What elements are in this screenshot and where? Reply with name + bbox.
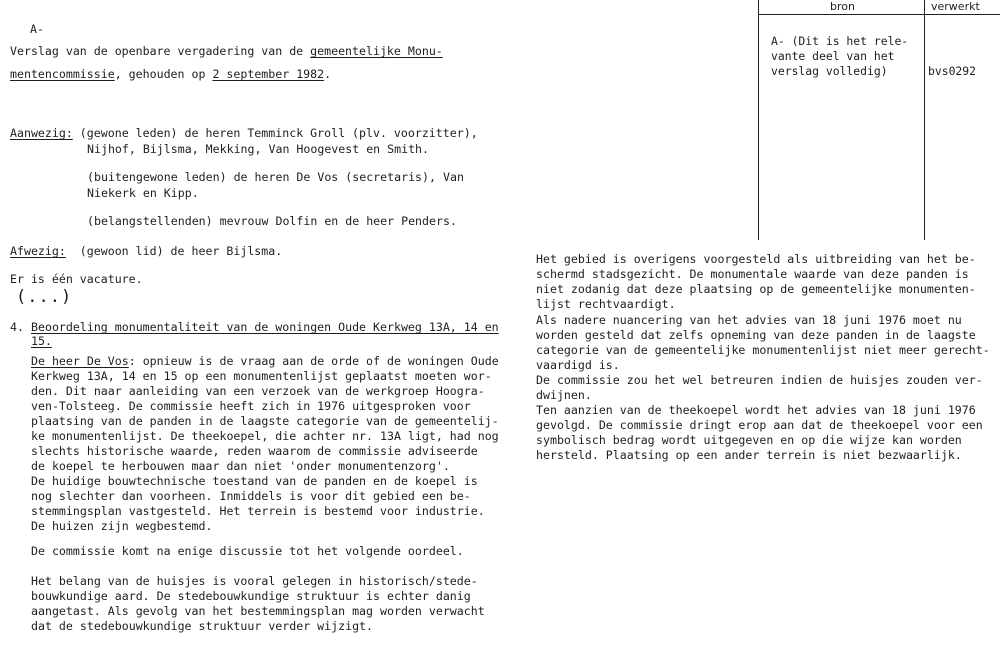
right-line: niet zodanig dat deze plaatsing op de gemeentelijke monumenten- <box>536 282 976 296</box>
title-mid: , gehouden op <box>114 67 213 81</box>
bron-note: A- (Dit is het rele- vante deel van het verslag volledig) <box>771 34 909 78</box>
document-title <box>10 44 443 59</box>
right-line: worden gesteld dat zelfs opneming van deze panden in de laagste <box>536 328 976 342</box>
afwezig-text: (gewoon lid) de heer Bijlsma. <box>65 244 283 258</box>
column-header-bron: bron <box>830 0 855 13</box>
para1-line: den. Dit naar aanleiding van een verzoek van de werkgroep Hoogra- <box>31 384 485 398</box>
para1-line: Kerkweg 13A, 14 en 15 op een monumentenlijst geplaatst moeten wor- <box>31 369 492 383</box>
right-line: Het gebied is overigens voorgesteld als uitbreiding van het be- <box>536 252 976 266</box>
aanwezig-label: Aanwezig: <box>10 126 73 140</box>
para1-line: De huizen zijn wegbestemd. <box>31 519 213 533</box>
title-prefix: Verslag van de openbare vergadering van de <box>10 44 311 58</box>
buitengewone-line2: Niekerk en Kipp. <box>87 186 199 200</box>
right-line: categorie van de gemeentelijke monumentenlijst niet meer gerecht- <box>536 343 990 357</box>
column-header-verwerkt: verwerkt <box>931 0 980 13</box>
right-line: schermd stadsgezicht. De monumentale waarde van deze panden is <box>536 267 969 281</box>
vacature-line: Er is één vacature. <box>10 272 143 286</box>
panel-left-border <box>758 0 759 240</box>
title-end: . <box>324 67 332 81</box>
right-line: hersteld. Plaatsing op een ander terrein is niet bezwaarlijk. <box>536 448 962 462</box>
para1-first-line <box>31 354 499 369</box>
para3-line: Het belang van de huisjes is vooral gelegen in historisch/stede- <box>31 574 478 588</box>
speaker-name: De heer De Vos <box>31 354 129 368</box>
aanwezig-line <box>10 126 478 141</box>
buitengewone-line1: (buitengewone leden) de heren De Vos (secretaris), Van <box>87 170 464 184</box>
ellipsis-marker: (...) <box>16 287 73 307</box>
right-line: lijst rechtvaardigt. <box>536 297 676 311</box>
para1-line: nog slechter dan voorheen. Inmiddels is voor dit gebied een be- <box>31 489 471 503</box>
belangstellenden-line: (belangstellenden) mevrouw Dolfin en de heer Penders. <box>87 214 457 228</box>
panel-column-divider <box>924 0 925 240</box>
para1-line: slechts historische waarde, reden waarom de commissie adviseerde <box>31 444 478 458</box>
right-line: symbolisch bedrag wordt uitgegeven en op die wijze kan worden <box>536 433 962 447</box>
para1-line: ke monumentenlijst. De theekoepel, die achter nr. 13A ligt, had nog <box>31 429 499 443</box>
para3-line: bouwkundige aard. De stedebouwkundige struktuur is echter danig <box>31 589 471 603</box>
panel-header-rule <box>758 14 1000 15</box>
document-marker: A- <box>30 22 44 36</box>
source-panel <box>758 0 998 240</box>
afwezig-line <box>10 244 282 259</box>
document-title-line2 <box>10 67 331 82</box>
right-line: De commissie zou het wel betreuren indien de huisjes zouden ver- <box>536 373 983 387</box>
para3-line: aangetast. Als gevolg van het bestemmingsplan mag worden verwacht <box>31 604 485 618</box>
para1-line: ven-Tolsteeg. De commissie heeft zich in 1976 uitgesproken voor <box>31 399 471 413</box>
right-line: gevolgd. De commissie dringt erop aan dat de theekoepel voor een <box>536 418 983 432</box>
para1-line: de koepel te herbouwen maar dan niet 'onder monumentenzorg'. <box>31 459 450 473</box>
title-committee: mentencommissie <box>10 67 115 81</box>
afwezig-label: Afwezig: <box>10 244 66 258</box>
right-line: vaardigd is. <box>536 358 620 372</box>
item-heading: Beoordeling monumentaliteit van de woningen Oude Kerkweg 13A, 14 en <box>31 320 499 334</box>
right-line: Ten aanzien van de theekoepel wordt het advies van 18 juni 1976 <box>536 403 976 417</box>
right-line: Als nadere nuancering van het advies van 18 juni 1976 moet nu <box>536 313 962 327</box>
item-number: 4. <box>10 320 24 334</box>
para2: De commissie komt na enige discussie tot het volgende oordeel. <box>31 544 464 558</box>
para3-line: dat de stedebouwkundige struktuur verder wijzigt. <box>31 619 374 633</box>
verwerkt-code: bvs0292 <box>928 64 977 78</box>
aanwezig-members: (gewone leden) de heren Temminck Groll (plv. voorzitter), <box>72 126 478 140</box>
para1-first-text: : opnieuw is de vraag aan de orde of de woningen Oude <box>128 354 499 368</box>
aanwezig-line2: Nijhof, Bijlsma, Mekking, Van Hoogevest en Smith. <box>87 142 430 156</box>
para1-line: De huidige bouwtechnische toestand van de panden en de koepel is <box>31 474 478 488</box>
title-date: 2 september 1982 <box>212 67 325 81</box>
title-underlined: gemeentelijke Monu- <box>310 44 443 58</box>
item-heading-line2: 15. <box>31 334 52 348</box>
para1-line: plaatsing van de panden in de laagste categorie van de gemeentelij- <box>31 414 499 428</box>
para1-line: stemmingsplan vastgesteld. Het terrein is bestemd voor industrie. <box>31 504 485 518</box>
right-line: dwijnen. <box>536 388 592 402</box>
